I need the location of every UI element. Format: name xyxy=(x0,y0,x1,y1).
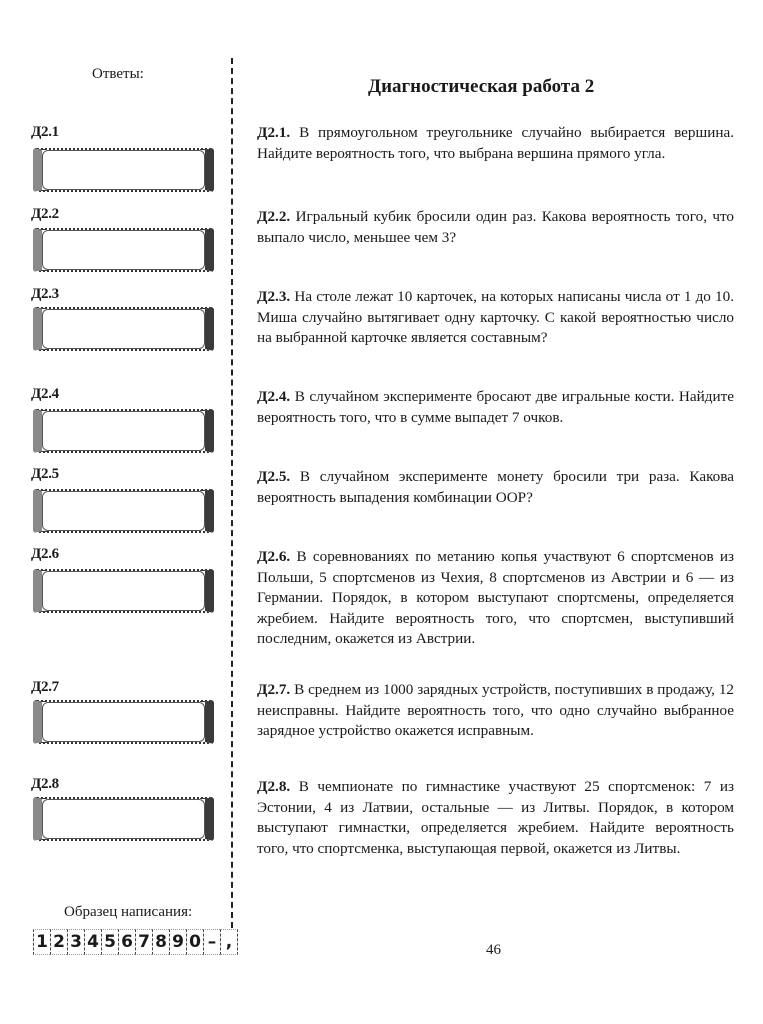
task-text: В чемпионате по гимнастике участвуют 25 спортсменок: 7 из Эстонии, 4 из Латвии, остальные — из Литвы. Порядок, в котором выступают гимнастки, определяется жребием. Найдите вероятность того, что спортсменка, выступающая первой, окажется из Литвы. xyxy=(257,778,734,857)
task-d2-6 xyxy=(257,547,734,650)
task-text: На столе лежат 10 карточек, на которых написаны числа от 1 до 10. Миша случайно вытягивает одну карточку. С какой вероятностью число на выбранной карточке является составным? xyxy=(257,288,735,346)
answer-box-d2-6[interactable] xyxy=(33,569,214,613)
sample-digit: , xyxy=(220,929,238,955)
task-text: В среднем из 1000 зарядных устройств, поступивших в продажу, 12 неисправны. Найдите вероятность того, что одно случайно выбранное зарядное устройство окажется исправным. xyxy=(257,681,735,739)
sample-digit: 3 xyxy=(67,929,84,955)
task-d2-2 xyxy=(257,207,734,248)
cut-line-divider xyxy=(231,58,233,928)
task-text: В случайном эксперименте монету бросили три раза. Какова вероятность выпадения комбинации ООР? xyxy=(257,468,734,506)
sample-digit: 9 xyxy=(169,929,186,955)
task-d2-5 xyxy=(257,467,734,508)
answer-label-d2-1: Д2.1 xyxy=(31,124,59,140)
sample-digits xyxy=(33,929,238,955)
sample-digit: 4 xyxy=(84,929,101,955)
answer-label-d2-3: Д2.3 xyxy=(31,286,59,302)
answer-label-d2-6: Д2.6 xyxy=(31,546,59,562)
sample-digit: 6 xyxy=(118,929,135,955)
answer-box-d2-3[interactable] xyxy=(33,307,214,351)
answer-box-d2-4[interactable] xyxy=(33,409,214,453)
task-number: Д2.7. xyxy=(257,681,291,698)
task-d2-7 xyxy=(257,680,734,742)
sample-writing-label: Образец написания: xyxy=(64,904,193,920)
task-text: В прямоугольном треугольнике случайно выбирается вершина. Найдите вероятность того, что выбрана вершина прямого угла. xyxy=(257,124,735,162)
task-text: Игральный кубик бросили один раз. Какова вероятность того, что выпало число, меньшее чем 3? xyxy=(257,208,734,246)
task-d2-1 xyxy=(257,123,734,164)
task-d2-8 xyxy=(257,777,734,859)
sample-digit: 0 xyxy=(186,929,203,955)
task-number: Д2.8. xyxy=(257,778,291,795)
task-number: Д2.6. xyxy=(257,548,291,565)
task-d2-4 xyxy=(257,387,734,428)
task-text: В соревнованиях по метанию копья участвуют 6 спортсменов из Польши, 5 спортсменов из Чехия, 8 спортсменов из Австрии и 6 — из Германии. Порядок, в котором выступают спортсмены, определяется жребием. Найдите вероятность того, что спортсмен, выступивший последним, окажется из Австрии. xyxy=(257,548,735,647)
answer-label-d2-4: Д2.4 xyxy=(31,386,59,402)
answer-box-d2-7[interactable] xyxy=(33,700,214,744)
answer-box-d2-1[interactable] xyxy=(33,148,214,192)
task-number: Д2.5. xyxy=(257,468,291,485)
answer-box-d2-2[interactable] xyxy=(33,228,214,272)
task-number: Д2.2. xyxy=(257,208,291,225)
answer-box-d2-5[interactable] xyxy=(33,489,214,533)
sample-digit: 7 xyxy=(135,929,152,955)
sample-digit: 8 xyxy=(152,929,169,955)
answer-label-d2-8: Д2.8 xyxy=(31,776,59,792)
task-number: Д2.3. xyxy=(257,288,291,305)
sample-digit: 2 xyxy=(50,929,67,955)
answer-box-d2-8[interactable] xyxy=(33,797,214,841)
answer-label-d2-5: Д2.5 xyxy=(31,466,59,482)
answer-label-d2-2: Д2.2 xyxy=(31,206,59,222)
task-number: Д2.4. xyxy=(257,388,291,405)
sample-digit: 1 xyxy=(33,929,50,955)
sample-digit: 5 xyxy=(101,929,118,955)
task-d2-3 xyxy=(257,287,734,349)
answers-title: Ответы: xyxy=(92,66,144,82)
answer-label-d2-7: Д2.7 xyxy=(31,679,59,695)
page-title: Диагностическая работа 2 xyxy=(368,76,595,97)
sample-digit: – xyxy=(203,929,220,955)
task-number: Д2.1. xyxy=(257,124,291,141)
task-text: В случайном эксперименте бросают две игральные кости. Найдите вероятность того, что в сумме выпадет 7 очков. xyxy=(257,388,735,426)
page-number: 46 xyxy=(486,942,501,958)
